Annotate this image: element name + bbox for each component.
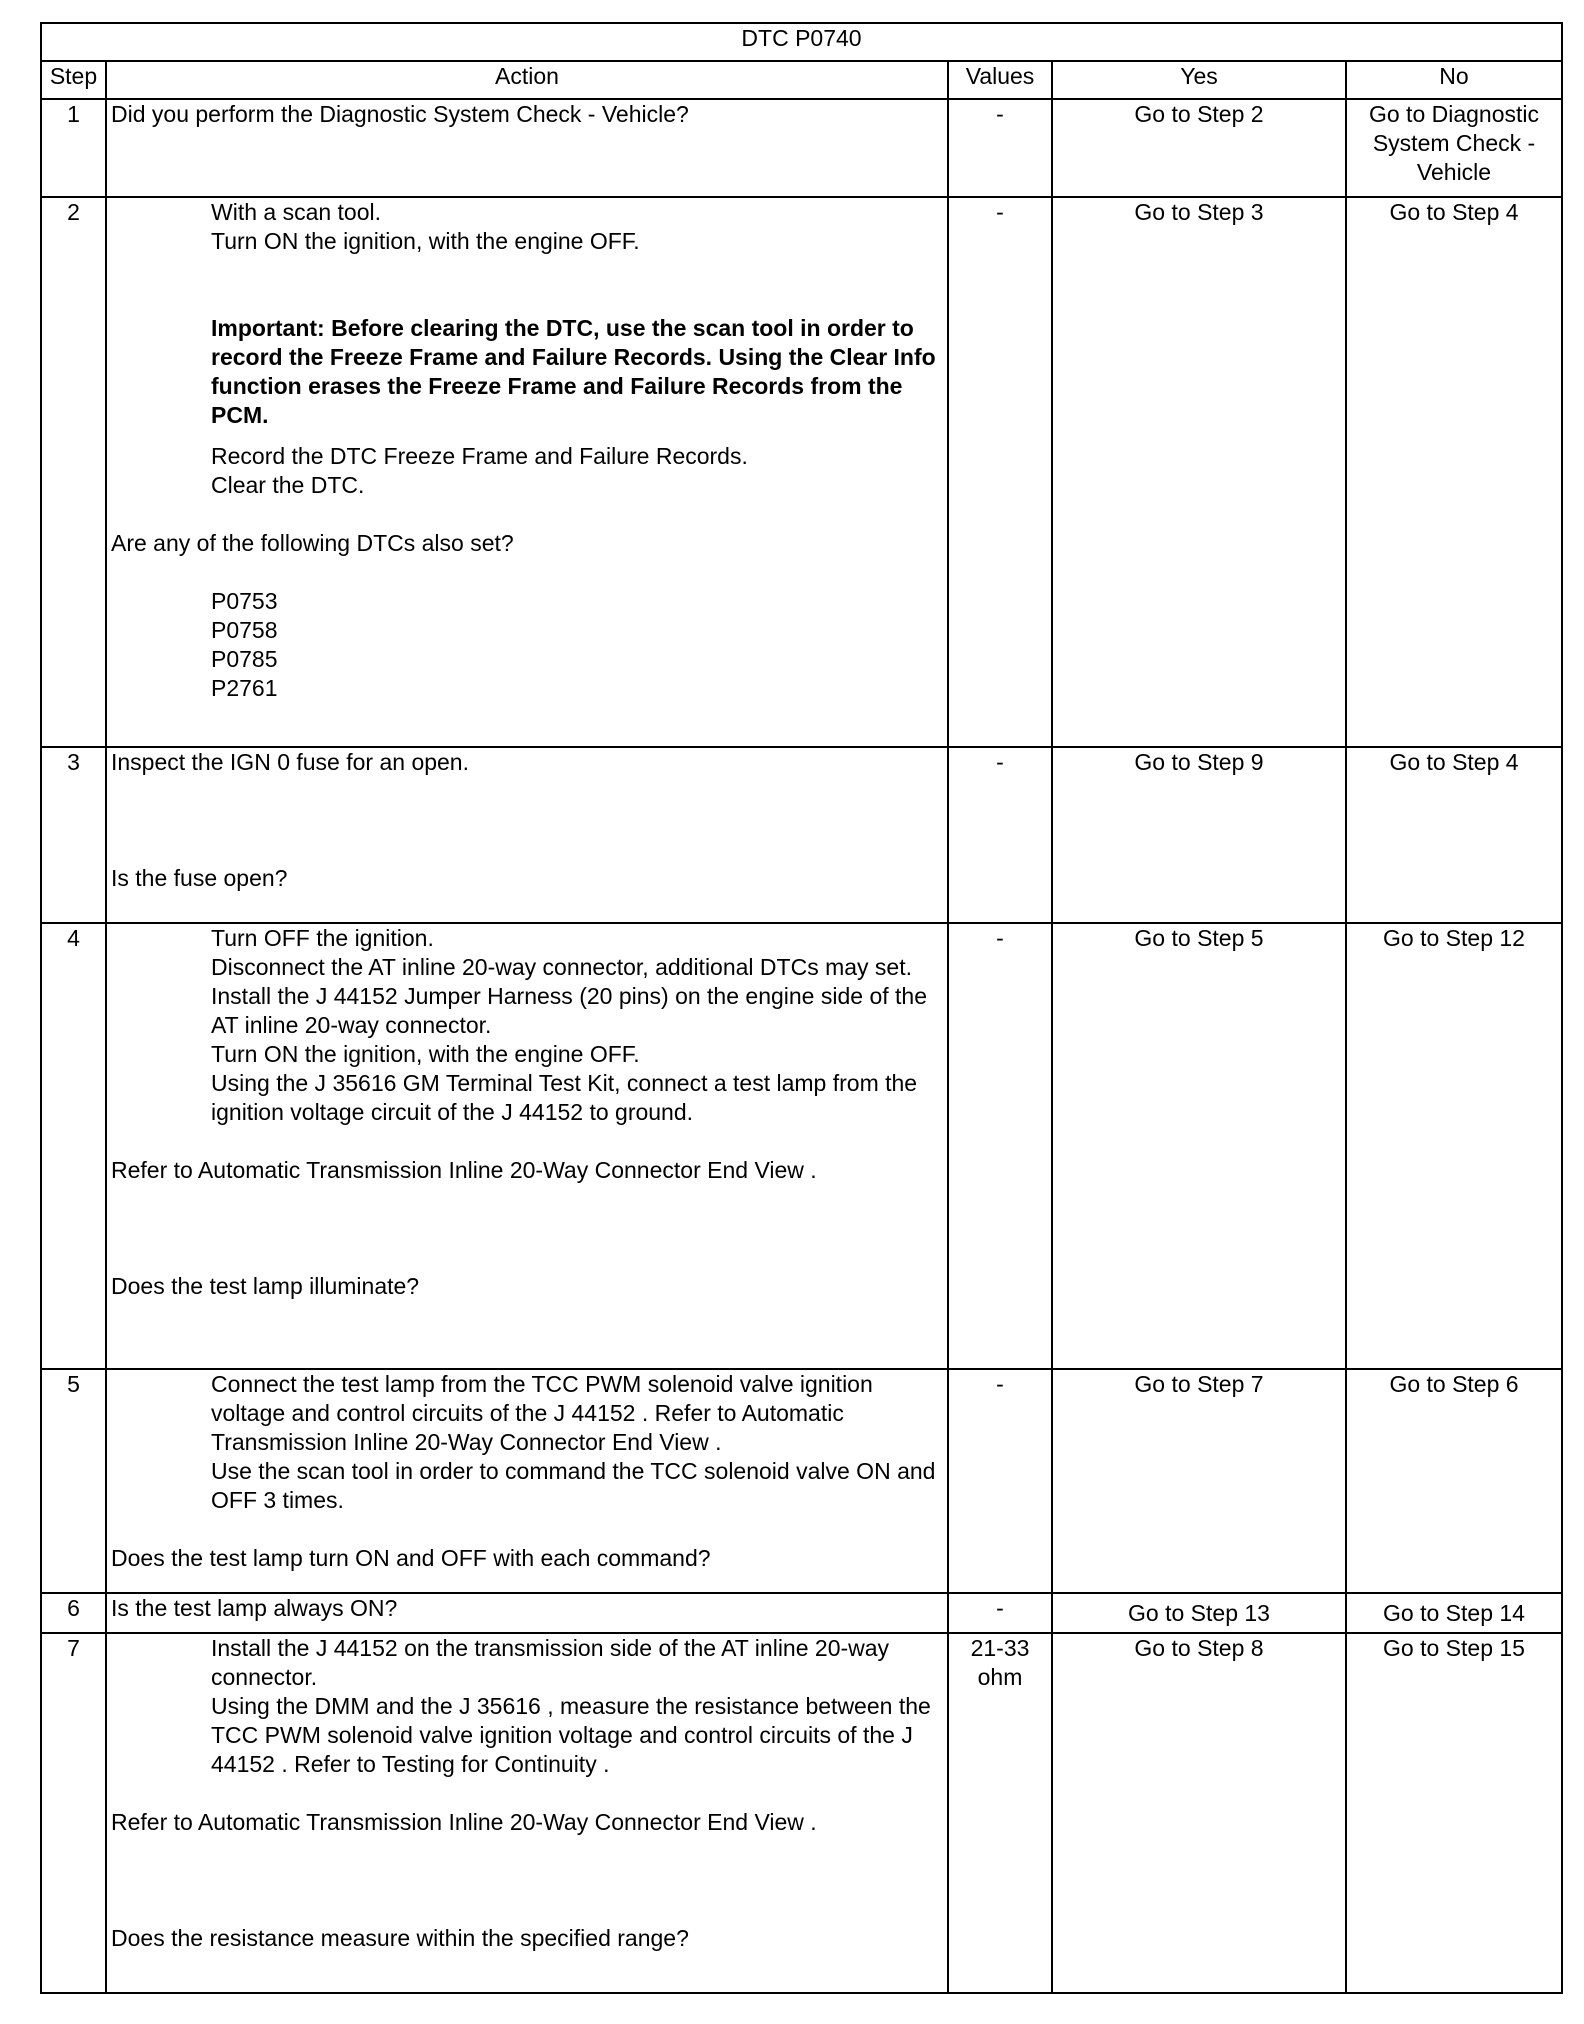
table-row <box>41 197 1562 747</box>
yes-cell: Go to Step 8 <box>1052 1633 1346 1993</box>
action-question: Did you perform the Diagnostic System Check - Vehicle? <box>111 101 689 127</box>
values-cell: - <box>948 1369 1052 1593</box>
yes-cell: Go to Step 7 <box>1052 1369 1346 1593</box>
table-row <box>41 1633 1562 1993</box>
action-cell <box>106 197 948 747</box>
header-yes: Yes <box>1052 61 1346 99</box>
action-cell <box>106 99 948 197</box>
step-number: 6 <box>41 1593 106 1633</box>
action-line: Turn ON the ignition, with the engine OFF. <box>211 1041 640 1067</box>
header-step: Step <box>41 61 106 99</box>
table-row <box>41 923 1562 1369</box>
yes-cell: Go to Step 3 <box>1052 197 1346 747</box>
action-cell <box>106 1593 948 1633</box>
values-cell: - <box>948 99 1052 197</box>
values-cell: 21-33 ohm <box>948 1633 1052 1993</box>
action-question: Does the resistance measure within the specified range? <box>111 1925 689 1951</box>
action-line: Install the J 44152 Jumper Harness (20 pins) on the engine side of the AT inline 20-way connector. <box>211 983 927 1038</box>
action-question: Does the test lamp illuminate? <box>111 1273 420 1299</box>
dtc-table <box>40 22 1563 1994</box>
values-cell: - <box>948 1593 1052 1633</box>
action-cell <box>106 923 948 1369</box>
dtc-code: P0785 <box>211 646 278 672</box>
action-question: Are any of the following DTCs also set? <box>111 530 514 556</box>
step-number: 3 <box>41 747 106 923</box>
action-question: Does the test lamp turn ON and OFF with each command? <box>111 1545 711 1571</box>
action-question: Is the test lamp always ON? <box>111 1595 398 1621</box>
table-row <box>41 99 1562 197</box>
step-number: 5 <box>41 1369 106 1593</box>
table-title: DTC P0740 <box>41 23 1562 61</box>
yes-cell: Go to Step 5 <box>1052 923 1346 1369</box>
action-line: Disconnect the AT inline 20-way connector, additional DTCs may set. <box>211 954 912 980</box>
dtc-code: P2761 <box>211 675 278 701</box>
no-cell: Go to Step 14 <box>1346 1593 1562 1633</box>
action-line: With a scan tool. <box>211 199 382 225</box>
values-cell: - <box>948 923 1052 1369</box>
action-cell <box>106 747 948 923</box>
header-no: No <box>1346 61 1562 99</box>
action-line: Using the J 35616 GM Terminal Test Kit, connect a test lamp from the ignition voltage circuit of the J 44152 to ground. <box>211 1070 918 1125</box>
header-action: Action <box>106 61 948 99</box>
no-cell: Go to Step 4 <box>1346 197 1562 747</box>
step-number: 7 <box>41 1633 106 1993</box>
yes-cell: Go to Step 2 <box>1052 99 1346 197</box>
dtc-code: P0758 <box>211 617 278 643</box>
table-row <box>41 747 1562 923</box>
table-row <box>41 1593 1562 1633</box>
yes-cell: Go to Step 9 <box>1052 747 1346 923</box>
no-cell: Go to Step 12 <box>1346 923 1562 1369</box>
no-cell: Go to Diagnostic System Check - Vehicle <box>1346 99 1562 197</box>
values-cell: - <box>948 747 1052 923</box>
yes-cell: Go to Step 13 <box>1052 1593 1346 1633</box>
important-note: Important: Before clearing the DTC, use the scan tool in order to record the Freeze Frame and Failure Records. Using the Clear Info function erases the Freeze Frame and Failure Records from the PCM. <box>211 315 936 428</box>
table-row <box>41 1369 1562 1593</box>
action-line: Connect the test lamp from the TCC PWM solenoid valve ignition voltage and control circuits of the J 44152 . Refer to Automatic Transmission Inline 20-Way Connector End View . <box>211 1371 873 1455</box>
action-cell <box>106 1369 948 1593</box>
action-line: Turn OFF the ignition. <box>211 925 434 951</box>
action-line: Using the DMM and the J 35616 , measure the resistance between the TCC PWM solenoid valve ignition voltage and control circuits of the J 44152 . Refer to Testing for Continuity . <box>211 1693 931 1777</box>
action-question: Is the fuse open? <box>111 865 288 891</box>
header-values: Values <box>948 61 1052 99</box>
action-line: Use the scan tool in order to command the TCC solenoid valve ON and OFF 3 times. <box>211 1458 936 1513</box>
dtc-code: P0753 <box>211 588 278 614</box>
action-line: Clear the DTC. <box>211 472 365 498</box>
step-number: 4 <box>41 923 106 1369</box>
action-line: Record the DTC Freeze Frame and Failure Records. <box>211 443 748 469</box>
no-cell: Go to Step 15 <box>1346 1633 1562 1993</box>
action-line: Install the J 44152 on the transmission side of the AT inline 20-way connector. <box>211 1635 890 1690</box>
action-line: Inspect the IGN 0 fuse for an open. <box>111 749 469 775</box>
action-line: Turn ON the ignition, with the engine OFF. <box>211 228 640 254</box>
action-cell <box>106 1633 948 1993</box>
action-reference: Refer to Automatic Transmission Inline 20-Way Connector End View . <box>111 1809 817 1835</box>
no-cell: Go to Step 4 <box>1346 747 1562 923</box>
values-cell: - <box>948 197 1052 747</box>
step-number: 1 <box>41 99 106 197</box>
step-number: 2 <box>41 197 106 747</box>
action-reference: Refer to Automatic Transmission Inline 20-Way Connector End View . <box>111 1157 817 1183</box>
no-cell: Go to Step 6 <box>1346 1369 1562 1593</box>
